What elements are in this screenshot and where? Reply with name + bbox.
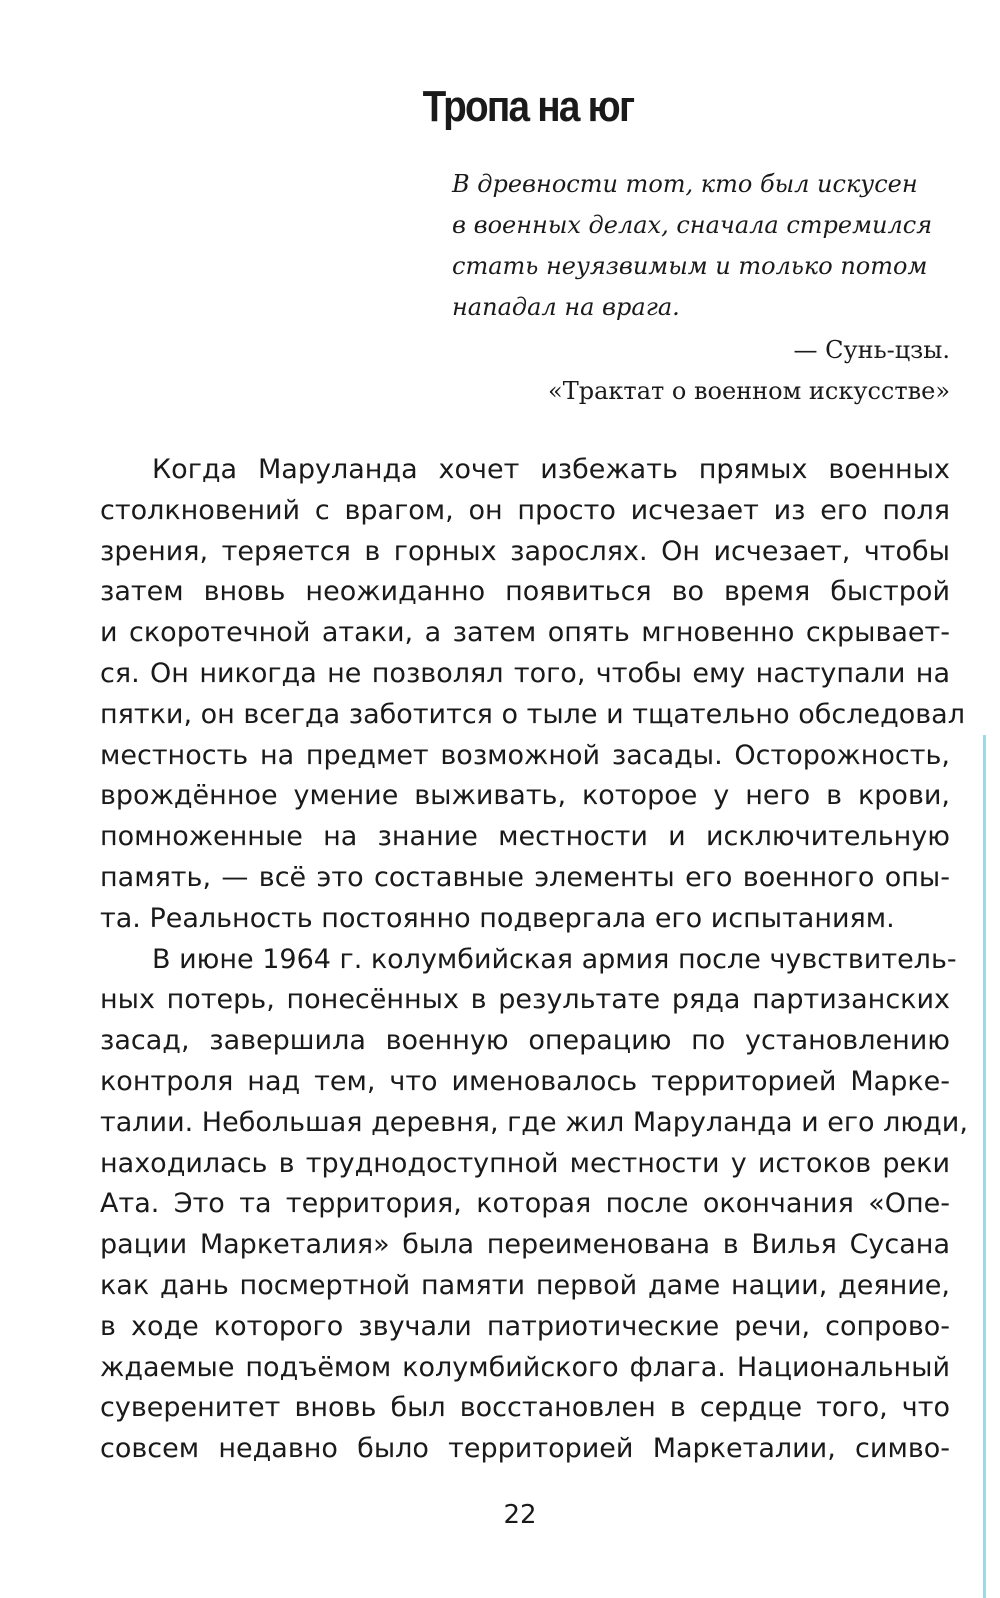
body-line: контроля над тем, что именовалось территорией Марке-	[100, 1065, 950, 1097]
body-line: помноженные на знание местности и исключительную	[100, 821, 950, 853]
epigraph-line: В древности тот, кто был искусен	[452, 170, 918, 198]
body-line: пятки, он всегда заботится о тыле и тщательно обследовал	[100, 698, 965, 730]
epigraph	[452, 164, 952, 328]
body-line: местность на предмет возможной засады. Осторожность,	[100, 739, 950, 771]
body-line: в ходе которого звучали патриотические речи, сопрово-	[100, 1310, 950, 1342]
epigraph-attribution	[548, 330, 950, 412]
body-line: ся. Он никогда не позволял того, чтобы ему наступали на	[100, 657, 950, 689]
body-line: совсем недавно было территорией Маркеталии, симво-	[100, 1433, 950, 1465]
body-line: засад, завершила военную операцию по установлению	[100, 1025, 950, 1057]
page-edge-stripe	[983, 735, 986, 1598]
body-line: ных потерь, понесённых в результате ряда партизанских	[100, 984, 950, 1016]
body-line: находилась в труднодоступной местности у истоков реки	[100, 1147, 950, 1179]
body-line: память, — всё это составные элементы его военного опы-	[100, 861, 950, 893]
body-line: талии. Небольшая деревня, где жил Маруланда и его люди,	[100, 1106, 968, 1138]
body-text	[100, 450, 968, 1470]
attribution-author: — Сунь-цзы.	[793, 336, 950, 364]
page-number: 22	[503, 1500, 537, 1530]
body-line: В июне 1964 г. колумбийская армия после чувствитель-	[152, 943, 957, 975]
body-line: та. Реальность постоянно подвергала его испытаниям.	[100, 902, 895, 934]
chapter-title: Тропа на юг	[422, 82, 634, 131]
body-line: и скоротечной атаки, а затем опять мгновенно скрывает-	[100, 617, 950, 649]
body-line: суверенитет вновь был восстановлен в сердце того, что	[100, 1392, 950, 1424]
body-line: врождённое умение выживать, которое у него в крови,	[100, 780, 950, 812]
body-line: как дань посмертной памяти первой даме нации, деяние,	[100, 1269, 950, 1301]
epigraph-line: стать неуязвимым и только потом	[452, 252, 928, 280]
body-line: зрения, теряется в горных зарослях. Он исчезает, чтобы	[100, 535, 950, 567]
body-line: ждаемые подъёмом колумбийского флага. Национальный	[100, 1351, 950, 1383]
attribution-source: «Трактат о военном искусстве»	[548, 377, 950, 405]
body-line: Ата. Это та территория, которая после окончания «Опе-	[100, 1188, 950, 1220]
body-line: столкновений с врагом, он просто исчезает из его поля	[100, 494, 950, 526]
epigraph-line: нападал на врага.	[452, 293, 680, 321]
epigraph-line: в военных делах, сначала стремился	[452, 211, 933, 239]
body-line: Когда Маруланда хочет избежать прямых военных	[152, 454, 950, 485]
body-line: затем вновь неожиданно появиться во время быстрой	[100, 576, 950, 608]
body-line: рации Маркеталия» была переименована в Вилья Сусана	[100, 1229, 950, 1261]
